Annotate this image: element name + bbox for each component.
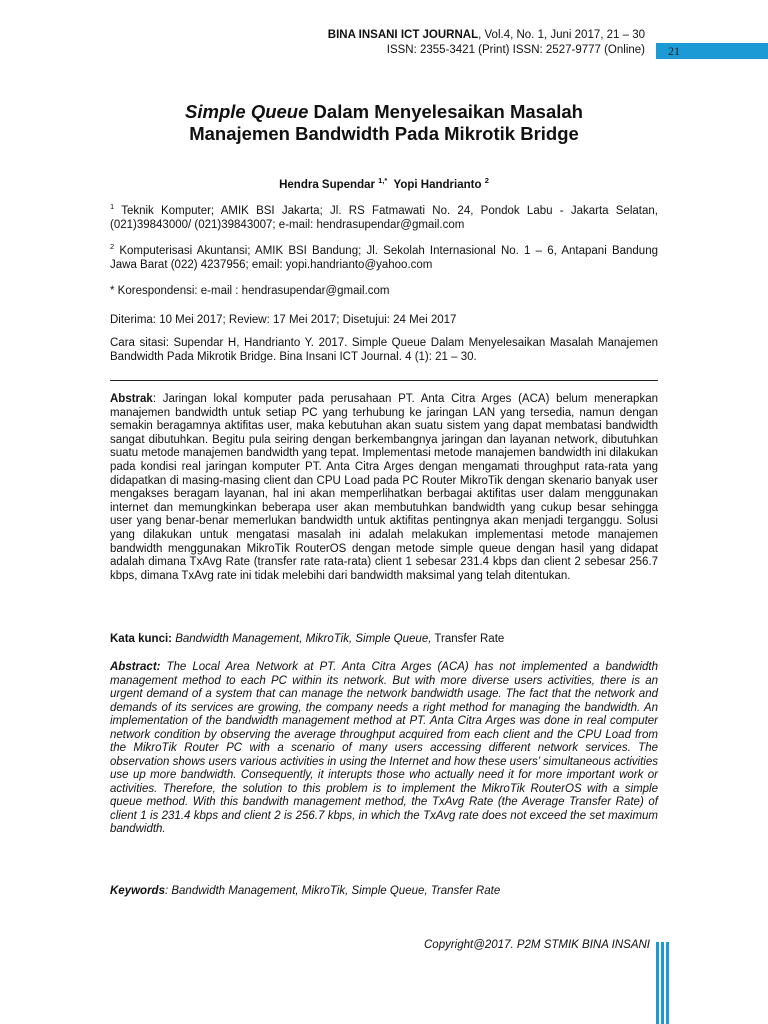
- affiliation-2-text: Komputerisasi Akuntansi; AMIK BSI Bandung; Jl. Sekolah Internasional No. 1 – 6, Antapani Bandung Jawa Barat (022) 4237956; email: yopi.handrianto@yahoo.com: [110, 244, 658, 271]
- affiliation-1-number: 1: [110, 202, 115, 211]
- journal-name: BINA INSANI ICT JOURNAL: [327, 29, 479, 41]
- journal-info: , Vol.4, No. 1, Juni 2017, 21 – 30: [478, 29, 645, 41]
- journal-header: [328, 29, 645, 41]
- abstract-label: Abstract:: [110, 661, 161, 673]
- submission-dates: Diterima: 10 Mei 2017; Review: 17 Mei 2017; Disetujui: 24 Mei 2017: [110, 314, 457, 326]
- kata-kunci: [110, 632, 658, 646]
- page-number: 21: [668, 44, 680, 58]
- abstrak-text: : Jaringan lokal komputer pada perusahaan PT. Anta Citra Arges (ACA) belum menerapkan manajemen bandwidth untuk setiap PC yang terhubung ke jaringan LAN yang tersedia, namun dengan semakin beragamnya aktifitas user, maka kebutuhan akan suatu sistem yang dapat membatasi bandwidth sangat dibutuhkan. Begitu pula seiring dengan berkembangnya jaringan dan layanan network, dibutuhkan suatu metode manajemen bandwidth yang tepat. Implementasi metode manajemen bandwidth ini dilakukan pada kondisi real jaringan komputer PT. Anta Citra Arges dengan mengamati throughput rata-rata yang didapatkan di masing-masing client dan CPU Load pada PC Router MikroTik dengan skenario banyak user mengakses beragam layanan, hal ini akan memperlihatkan berbagai aktifitas user dalam menggunakan internet dan memungkinkan beberapa user akan membutuhkan bandwidth yang cukup besar sehingga user yang benar-benar memerlukan bandwidth untuk aktifitas pentingnya akan menjadi terganggu. Solusi yang dilakukan untuk mengatasi masalah ini adalah melakukan implementasi metode manajemen bandwidth menggunakan MikroTik RouterOS dengan metode simple queue dengan hasil yang didapat adalah dimana TxAvg Rate (transfer rate rata-rata) client 1 sebesar 231.4 kbps dan client 2 sebesar 256.7 kbps, dimana TxAvg rate ini tidak melebihi dari bandwidth maksimal yang telah ditentukan.: [110, 393, 658, 582]
- affiliation-2: [110, 240, 658, 272]
- affiliation-1-text: Teknik Komputer; AMIK BSI Jakarta; Jl. RS Fatmawati No. 24, Pondok Labu - Jakarta Selatan, (021)39843000/ (021)39843007; e-mail: hendrasupendar@gmail.com: [110, 204, 658, 231]
- abstract-text: The Local Area Network at PT. Anta Citra Arges (ACA) has not implemented a bandwidth management method to each PC within its network. But with more diverse users activities, there is an urgent demand of a system that can manage the network bandwidth usage. The fact that the network and demands of its services are growing, the company needs a right method for managing the bandwidth. An implementation of the bandwidth management method at PT. Anta Citra Arges was done in real computer network condition by observing the average throughput acquired from each client and the CPU Load from the MikroTik Router PC with a scenario of many users accessing different network services. The observation shows users various activities in using the Internet and how these users’ simultaneous activities use up more bandwidth. Consequently, it interupts those who actually need it for more important work or activities. Therefore, the solution to this problem is to implement the MikroTik RouterOS with a simple queue method. With this bandwith management method, the TxAvg Rate (the Average Transfer Rate) of client 1 is 231.4 kbps and client 2 is 256.7 kbps, in which the TxAvg rate does not exceed the set maximum bandwidth.: [110, 661, 658, 835]
- divider-line: [110, 380, 658, 381]
- author-1: Hendra Supendar: [279, 178, 379, 191]
- keywords-label: Keywords: [110, 885, 165, 897]
- abstrak-section: [110, 393, 658, 583]
- kata-kunci-label: Kata kunci:: [110, 633, 172, 645]
- issn-line: ISSN: 2355-3421 (Print) ISSN: 2527-9777 (Online): [386, 44, 645, 56]
- footer-bar-1: [656, 942, 659, 1024]
- title-line2: Manajemen Bandwidth Pada Mikrotik Bridge: [189, 123, 579, 144]
- copyright: Copyright@2017. P2M STMIK BINA INSANI: [424, 939, 650, 951]
- footer-bar-3: [666, 942, 669, 1024]
- author-2-sup: 2: [484, 176, 489, 185]
- abstrak-label: Abstrak: [110, 393, 153, 405]
- author-1-sup: 1,*: [378, 176, 388, 185]
- affiliation-2-number: 2: [110, 242, 115, 251]
- author-2: Yopi Handrianto: [393, 178, 485, 191]
- citation: Cara sitasi: Supendar H, Handrianto Y. 2017. Simple Queue Dalam Menyelesaikan Masalah Manajemen Bandwidth Pada Mikrotik Bridge. Bina Insani ICT Journal. 4 (1): 21 – 30.: [110, 337, 658, 363]
- title-italic: Simple Queue: [185, 101, 309, 122]
- correspondence: * Korespondensi: e-mail : hendrasupendar@gmail.com: [110, 285, 390, 297]
- footer-bar-2: [661, 942, 664, 1024]
- keywords-text: : Bandwidth Management, MikroTik, Simple Queue, Transfer Rate: [164, 885, 501, 897]
- paper-title: [110, 101, 658, 145]
- title-line1: Dalam Menyelesaikan Masalah: [308, 101, 583, 122]
- affiliation-1: [110, 200, 658, 232]
- author-list: [110, 176, 658, 191]
- kata-kunci-text-plain: Transfer Rate: [431, 633, 505, 645]
- kata-kunci-text: Bandwidth Management, MikroTik, Simple Queue,: [172, 633, 432, 645]
- abstract-section: [110, 661, 658, 837]
- keywords: [110, 884, 658, 898]
- page-number-tab: [656, 43, 768, 59]
